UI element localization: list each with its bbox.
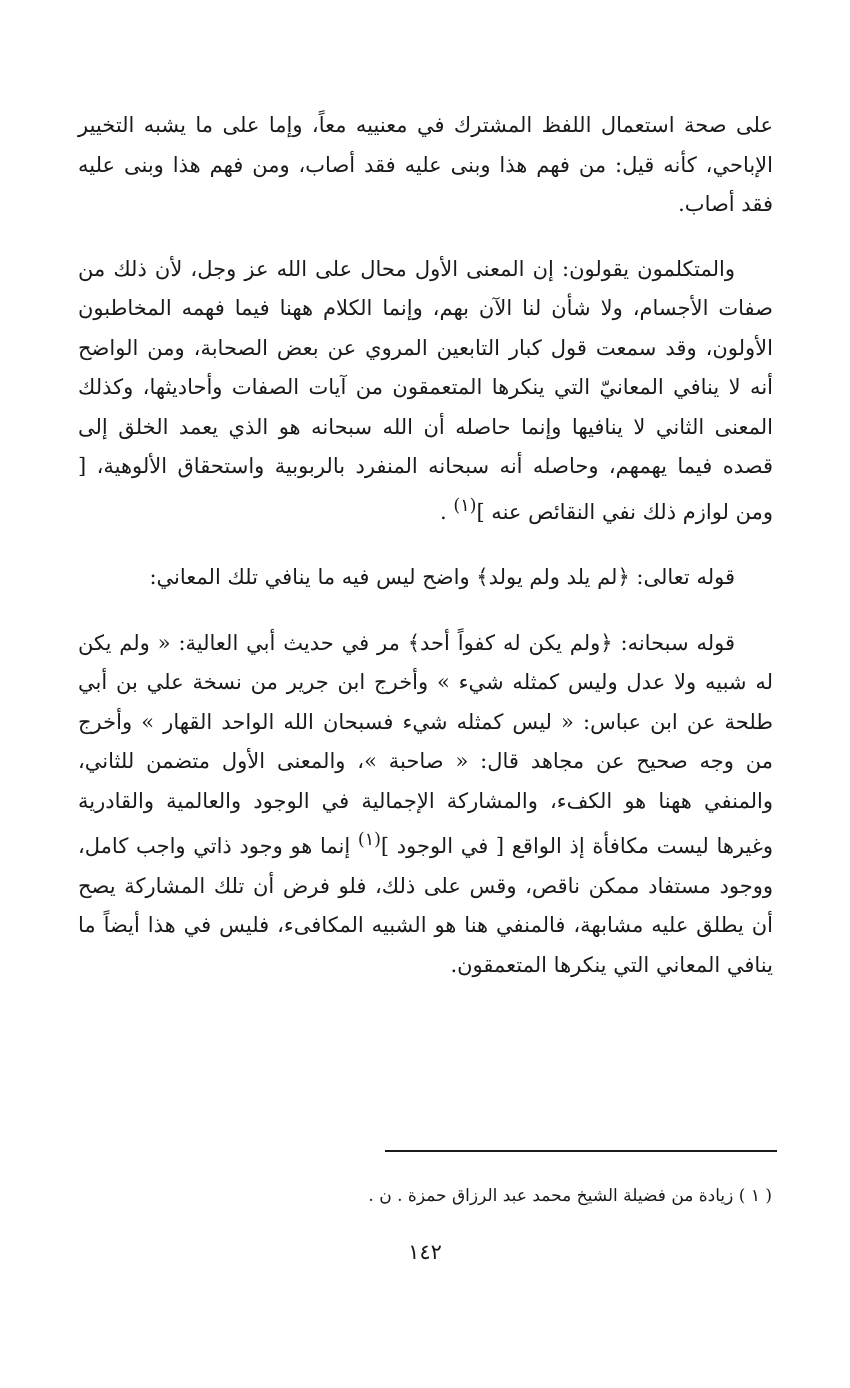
paragraph-3	[78, 558, 773, 598]
paragraph-2-end: .	[440, 499, 454, 524]
page-number: ١٤٢	[408, 1240, 442, 1264]
footnote: ( ١ ) زيادة من فضيلة الشيخ محمد عبد الرزاق حمزة . ن .	[368, 1186, 772, 1206]
paragraph-3-text: قوله تعالى: ﴿لم يلد ولم يولد﴾ واضح ليس فيه ما ينافي تلك المعاني:	[149, 565, 735, 589]
paragraph-1	[78, 106, 773, 225]
paragraph-4	[78, 624, 773, 986]
footnote-divider	[385, 1150, 777, 1152]
footnote-marker: (١)	[357, 830, 381, 850]
footnote-marker: (١)	[453, 495, 477, 516]
main-text	[78, 106, 773, 985]
paragraph-4-text-start: قوله سبحانه: ﴿ولم يكن له كفواً أحد﴾ مر في حديث أبي العالية: « ولم يكن له شبيه ولا عدل وليس كمثله شيء » وأخرج ابن جرير من نسخة علي بن أبي طلحة عن ابن عباس: « ليس كمثله شيء فسبحان الله الواحد القهار » وأخرج من وجه صحيح عن مجاهد قال: « صاحبة »، والمعنى الأول متضمن للثاني، والمنفي ههنا هو الكفء، والمشاركة الإجمالية في الوجود والعالمية والقادرية وغيرها ليست مكافأة إذ الواقع [ في الوجود ]	[78, 630, 773, 858]
paragraph-2-text: والمتكلمون يقولون: إن المعنى الأول محال على الله عز وجل، لأن ذلك من صفات الأجسام، ولا شأن لنا الآن بهم، وإنما الكلام ههنا فيما فهمه المخاطبون الأولون، وقد سمعت قول كبار التابعين المروي عن بعض الصحابة، ومن الواضح أنه لا ينافي المعانيّ التي ينكرها المتعمقون من آيات الصفات وأحاديثها، وكذلك المعنى الثاني لا ينافيها وإنما حاصله أن الله سبحانه هو الذي يعمد الخلق إلى قصده فيما يهمهم، وحاصله أنه سبحانه المنفرد بالربوبية واستحقاق الألوهية، [ ومن لوازم ذلك نفي النقائص عنه ]	[78, 256, 773, 524]
paragraph-4-text-end: إنما هو وجود ذاتي واجب كامل، ووجود مستفاد ممكن ناقص، وقس على ذلك، فلو فرض أن تلك المشاركة يصح أن يطلق عليه مشابهة، فالمنفي هنا هو الشبيه المكافىء، فليس في هذا أيضاً ما ينافي المعاني التي ينكرها المتعمقون.	[78, 834, 773, 977]
paragraph-1-text: على صحة استعمال اللفظ المشترك في معنييه معاً، وإما على ما يشبه التخيير الإباحي، كأنه قيل: من فهم هذا وبنى عليه فقد أصاب، ومن فهم هذا وبنى عليه فقد أصاب.	[78, 113, 773, 216]
paragraph-2	[78, 250, 773, 533]
